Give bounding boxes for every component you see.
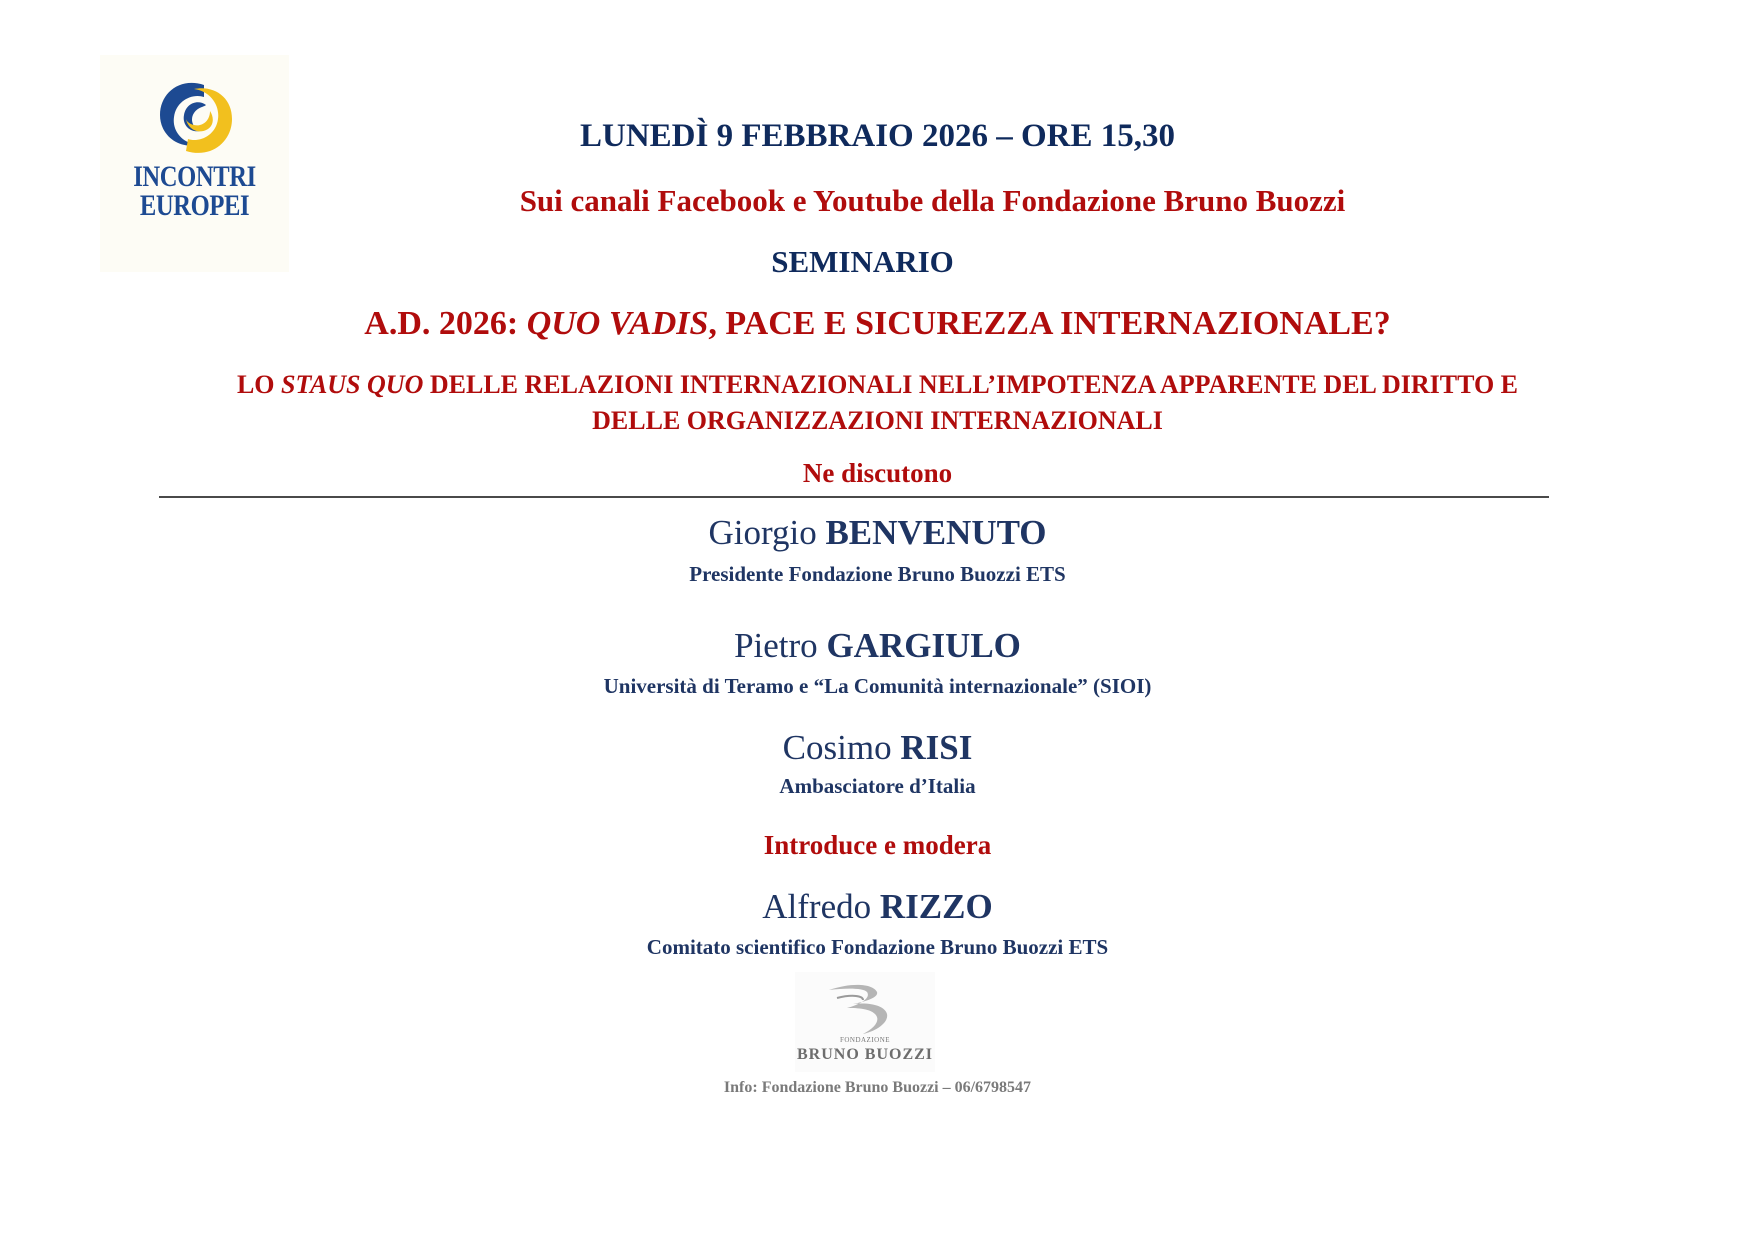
subtitle-line1-rest: DELLE RELAZIONI INTERNAZIONALI NELL’IMPOTENZA APPARENTE DEL DIRITTO E	[423, 370, 1519, 399]
broadcast-channels	[0, 183, 1755, 222]
speaker-role: Presidente Fondazione Bruno Buozzi ETS	[689, 562, 1066, 586]
logo-name: BRUNO BUOZZI	[796, 1046, 934, 1063]
logo-text-line1: INCONTRI	[133, 160, 256, 193]
seminar-subtitle	[0, 367, 1755, 439]
contact-info: Info: Fondazione Bruno Buozzi – 06/6798547	[723, 1079, 1032, 1096]
speaker-last-name: GARGIULO	[826, 626, 1021, 665]
subtitle-line-1	[0, 367, 1755, 403]
subtitle-italic: STAUS QUO	[281, 370, 424, 399]
speaker-last-name: BENVENUTO	[825, 513, 1047, 552]
speaker-name	[0, 626, 1755, 666]
incontri-europei-logo	[100, 55, 289, 272]
speaker-first-name: Giorgio	[708, 513, 817, 552]
seminar-title	[0, 305, 1755, 343]
event-type	[0, 244, 1755, 280]
speaker-name	[0, 728, 1755, 768]
bb-swoosh-icon	[823, 978, 907, 1036]
subtitle-line-2: DELLE ORGANIZZAZIONI INTERNAZIONALI	[592, 406, 1163, 435]
moderator-last-name: RIZZO	[879, 887, 993, 926]
divider	[159, 496, 1549, 498]
panel-label: Ne discutono	[802, 458, 953, 488]
event-type-text: SEMINARIO	[771, 244, 954, 279]
fondazione-bruno-buozzi-logo	[795, 972, 935, 1072]
logo-text-line2: EUROPEI	[139, 189, 250, 222]
speaker-first-name: Cosimo	[782, 728, 892, 767]
speaker-name	[0, 513, 1755, 553]
title-suffix: , PACE E SICUREZZA INTERNAZIONALE?	[708, 305, 1391, 342]
speaker-first-name: Pietro	[734, 626, 818, 665]
speaker-role: Ambasciatore d’Italia	[779, 774, 976, 798]
title-prefix: A.D. 2026:	[364, 305, 527, 342]
moderator-name	[0, 887, 1755, 927]
logo-small-label: FONDAZIONE	[839, 1036, 891, 1044]
event-date-time	[0, 118, 1755, 155]
moderator-first-name: Alfredo	[762, 887, 872, 926]
moderator-label: Introduce e modera	[763, 830, 992, 860]
date-time-text: LUNEDÌ 9 FEBBRAIO 2026 – ORE 15,30	[580, 118, 1175, 154]
subtitle-prefix: LO	[236, 370, 282, 399]
speaker-last-name: RISI	[900, 728, 973, 767]
title-italic: QUO VADIS	[526, 305, 709, 342]
channels-text: Sui canali Facebook e Youtube della Fondazione Bruno Buozzi	[519, 183, 1346, 218]
moderator-role: Comitato scientifico Fondazione Bruno Buozzi ETS	[646, 935, 1109, 959]
speaker-role: Università di Teramo e “La Comunità internazionale” (SIOI)	[603, 674, 1152, 698]
